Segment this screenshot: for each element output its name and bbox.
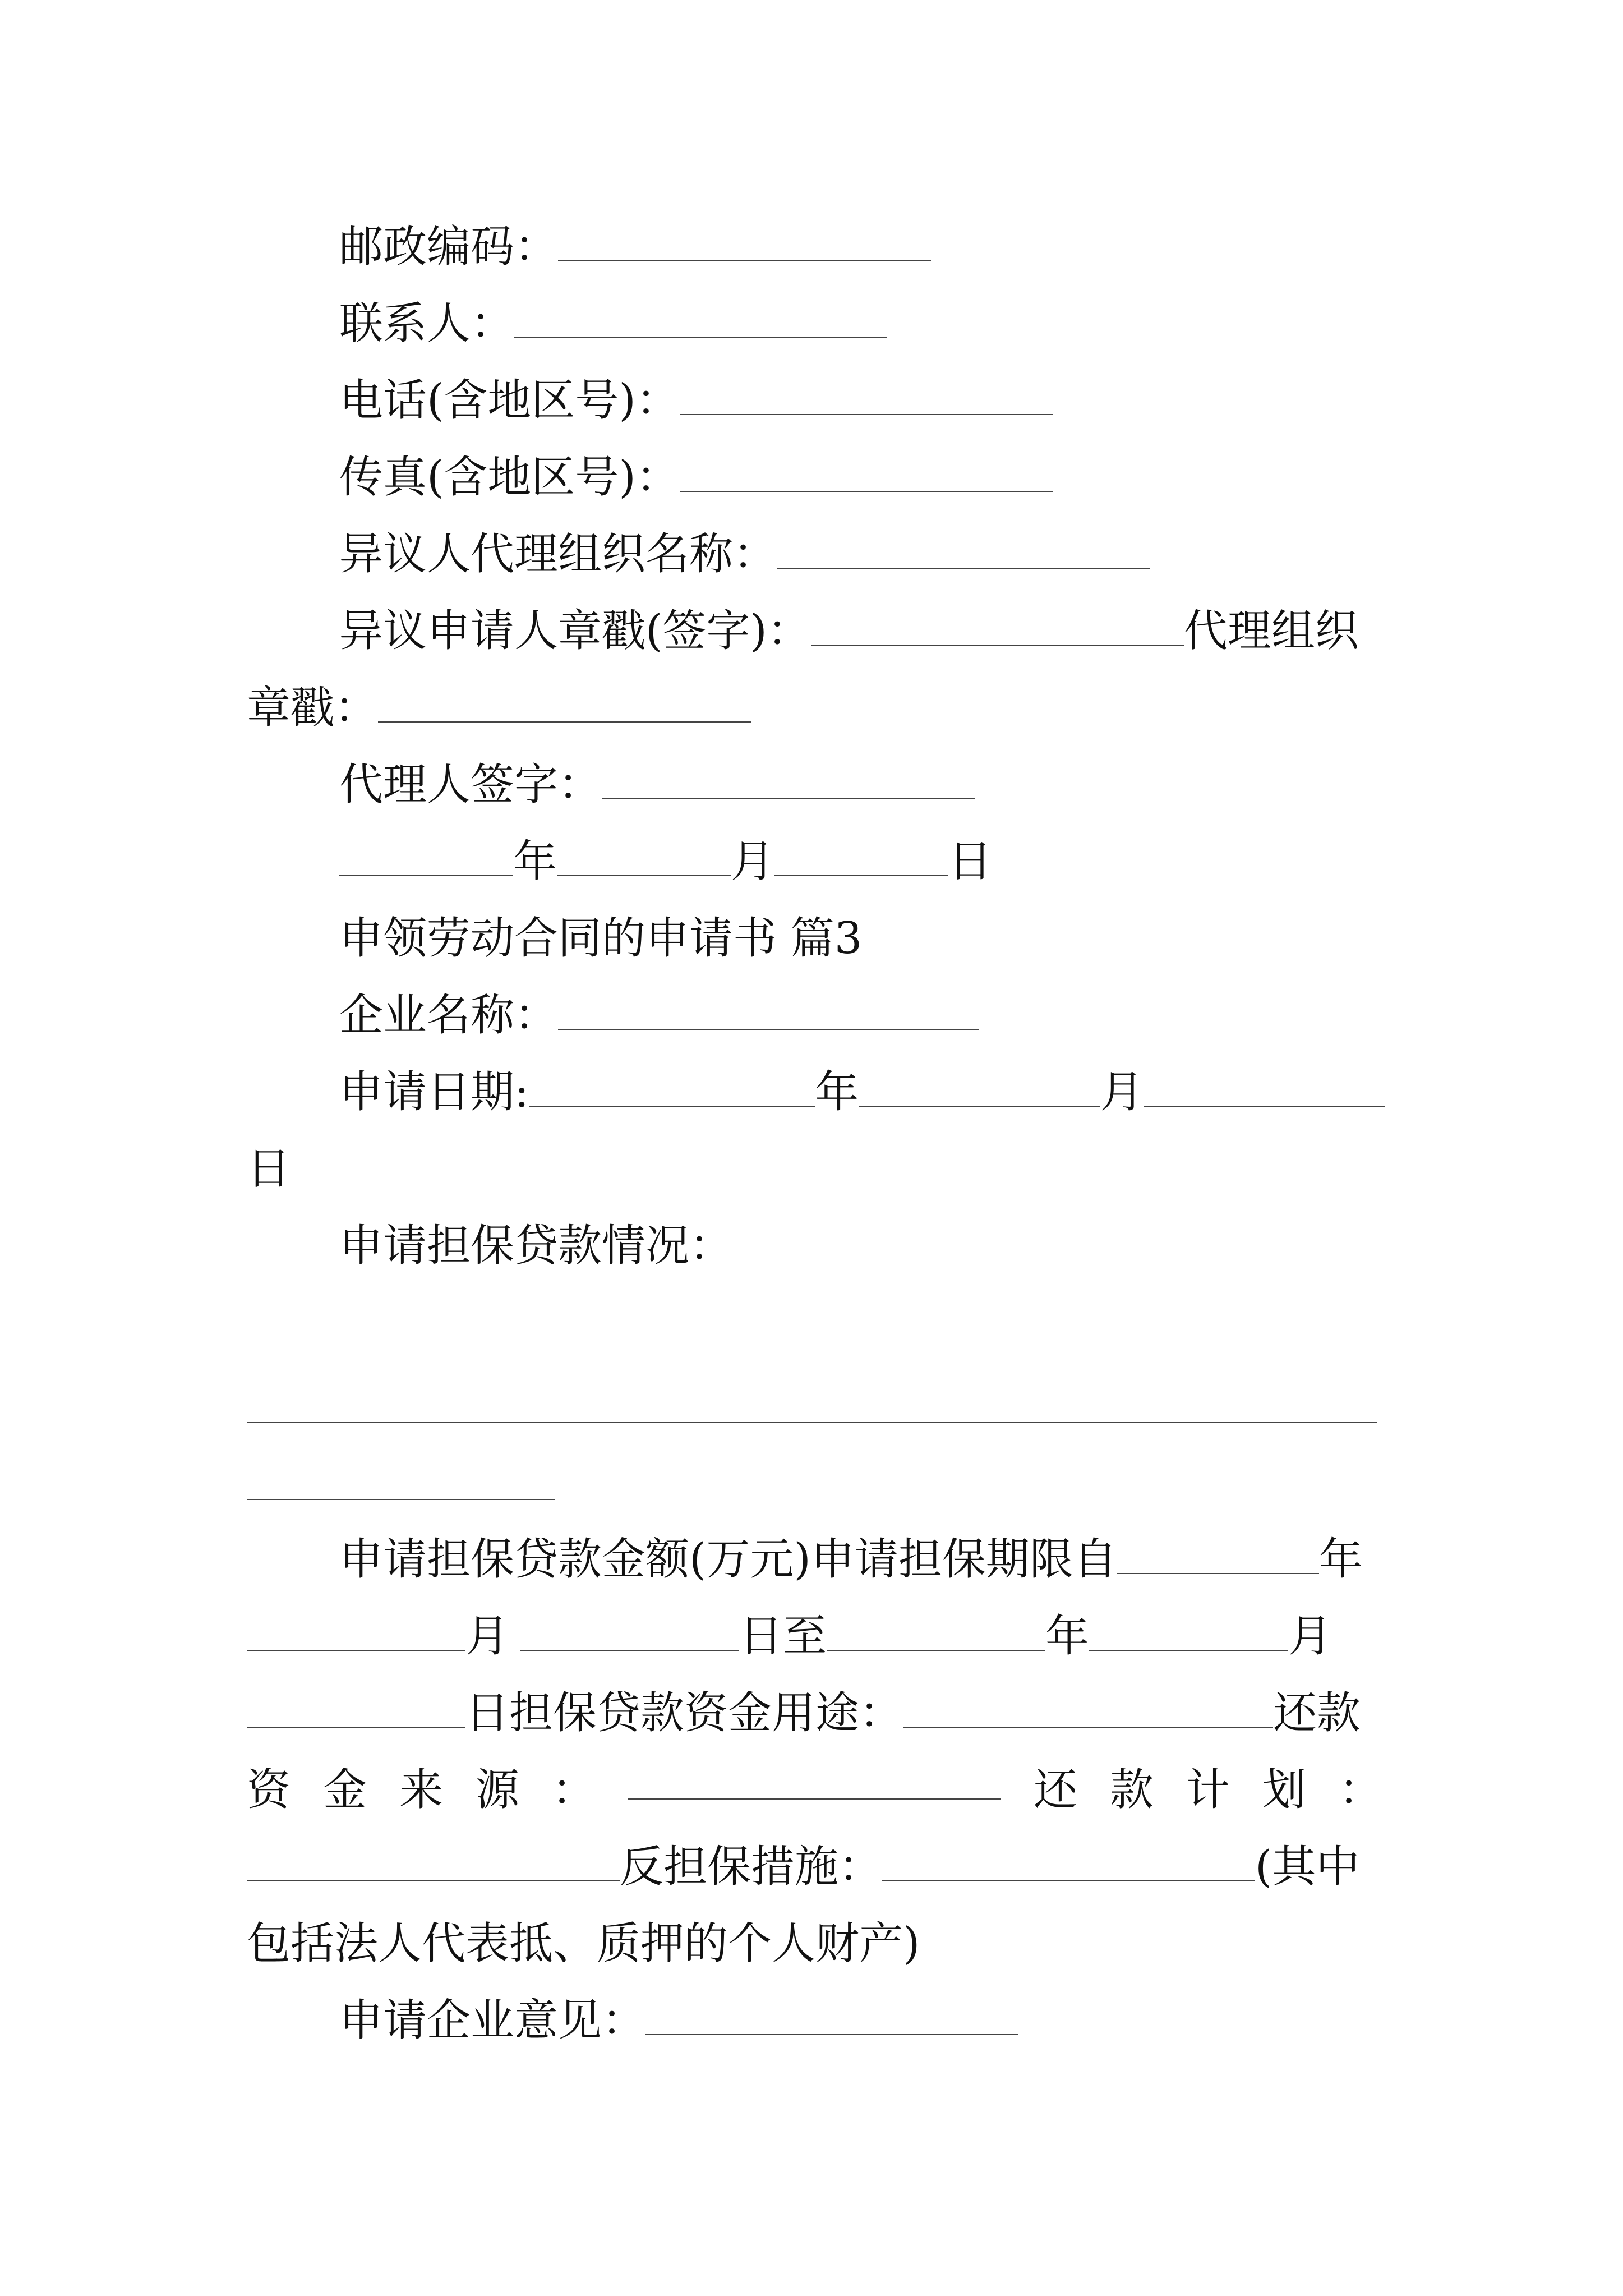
contact-blank[interactable] (514, 298, 887, 338)
apply-day-blank[interactable] (1144, 1066, 1385, 1107)
apply-date-label: 申请日期: (339, 1067, 529, 1117)
section-title (339, 908, 862, 969)
signature-month-blank[interactable] (557, 836, 731, 876)
apply-year-label: 年 (815, 1067, 859, 1117)
agent-org-name-blank[interactable] (777, 528, 1150, 569)
including-detail-text: 包括法人代表抵、质押的个人财产) (247, 1918, 920, 1969)
period-start-month-label: 月 (465, 1611, 510, 1662)
postal-code-label: 邮政编码： (339, 222, 559, 272)
fax-label: 传真(含地区号)： (339, 452, 680, 503)
agent-sign-line (339, 754, 975, 816)
period-end-year-blank[interactable] (827, 1611, 1045, 1651)
source-char-5: ： (552, 1765, 596, 1815)
fund-use-blank[interactable] (903, 1687, 1273, 1728)
agent-org-seal-label-b: 章戳： (247, 683, 379, 733)
objector-seal-line (339, 600, 1359, 662)
company-name-blank[interactable] (558, 990, 979, 1030)
contact-line (339, 293, 887, 355)
period-end-month-label: 月 (1288, 1611, 1332, 1662)
section-title-text: 申领劳动合同的申请书 篇3 (339, 913, 863, 964)
counter-guarantee-line (247, 1836, 1359, 1898)
plan-char-1: 还 (1033, 1765, 1077, 1815)
signature-year-blank[interactable] (339, 836, 513, 876)
signature-date-line (339, 831, 992, 892)
company-opinion-blank[interactable] (645, 1995, 1018, 2035)
counter-guarantee-label: 反担保措施： (620, 1842, 883, 1892)
source-char-2: 金 (323, 1765, 367, 1815)
loan-situation-line (339, 1215, 733, 1277)
period-start-year-label: 年 (1318, 1534, 1363, 1585)
plan-char-5: ： (1338, 1765, 1382, 1815)
signature-month-label: 月 (731, 836, 775, 887)
agent-sign-label: 代理人签字： (339, 760, 602, 810)
phone-blank[interactable] (680, 375, 1053, 415)
objector-seal-label: 异议申请人章戳(签字)： (339, 606, 811, 656)
apply-day-line (247, 1138, 291, 1200)
postal-code-blank[interactable] (558, 221, 931, 261)
source-char-4: 源 (476, 1765, 520, 1815)
signature-day-blank[interactable] (774, 836, 948, 876)
apply-month-blank[interactable] (859, 1066, 1100, 1107)
agent-org-seal-blank[interactable] (378, 682, 751, 723)
plan-char-4: 划 (1262, 1765, 1306, 1815)
company-opinion-line (339, 1990, 1018, 2051)
apply-year-blank[interactable] (529, 1066, 815, 1107)
agent-org-seal-line (247, 677, 751, 739)
period-start-month-blank[interactable] (247, 1611, 465, 1651)
loan-situation-blank-1[interactable] (247, 1422, 1377, 1423)
loan-situation-blank-2[interactable] (247, 1499, 555, 1500)
contact-label: 联系人： (339, 298, 515, 349)
signature-day-label: 日 (948, 836, 993, 887)
agent-org-name-label: 异议人代理组织名称： (339, 529, 777, 579)
agent-sign-blank[interactable] (602, 759, 975, 799)
plan-char-2: 款 (1109, 1765, 1154, 1815)
signature-year-label: 年 (513, 836, 557, 887)
period-end-day-blank[interactable] (247, 1687, 465, 1728)
apply-day-label: 日 (247, 1144, 291, 1194)
repay-label-a: 还款 (1273, 1688, 1361, 1738)
objector-seal-blank[interactable] (811, 605, 1184, 646)
phone-label: 电话(含地区号)： (339, 375, 680, 426)
company-opinion-label: 申请企业意见： (339, 1995, 646, 2046)
apply-month-label: 月 (1100, 1067, 1144, 1117)
loan-situation-label: 申请担保贷款情况： (339, 1221, 734, 1271)
source-char-3: 来 (399, 1765, 444, 1815)
repay-plan-blank[interactable] (247, 1841, 620, 1881)
company-name-label: 企业名称： (339, 990, 559, 1041)
including-label: (其中 (1255, 1842, 1360, 1892)
period-day-to-label: 日至 (739, 1611, 827, 1662)
loan-amount-line (339, 1529, 1394, 1590)
period-end-month-blank[interactable] (1089, 1611, 1288, 1651)
period-end-year-label: 年 (1045, 1611, 1090, 1662)
apply-date-line (339, 1061, 1385, 1123)
phone-line (339, 370, 1053, 431)
fund-use-label: 日担保贷款资金用途： (465, 1688, 903, 1738)
loan-amount-label: 申请担保贷款金额(万元)申请担保期限自 (339, 1534, 1117, 1585)
source-char-1: 资 (247, 1765, 291, 1815)
including-detail-line (247, 1913, 920, 1975)
postal-code-line (339, 216, 931, 278)
period-start-day-blank[interactable] (520, 1611, 739, 1651)
agent-org-name-line (339, 523, 1150, 585)
repay-source-line (247, 1759, 1382, 1821)
counter-guarantee-blank[interactable] (882, 1841, 1255, 1881)
company-name-line (339, 984, 979, 1046)
repay-source-blank[interactable] (628, 1759, 1001, 1800)
period-line (247, 1605, 1332, 1667)
fax-blank[interactable] (680, 452, 1053, 492)
fund-use-line (247, 1682, 1361, 1744)
plan-char-3: 计 (1186, 1765, 1230, 1815)
period-start-year-blank[interactable] (1117, 1534, 1319, 1574)
fax-line (339, 447, 1053, 508)
agent-org-seal-label-a: 代理组织 (1183, 606, 1359, 656)
